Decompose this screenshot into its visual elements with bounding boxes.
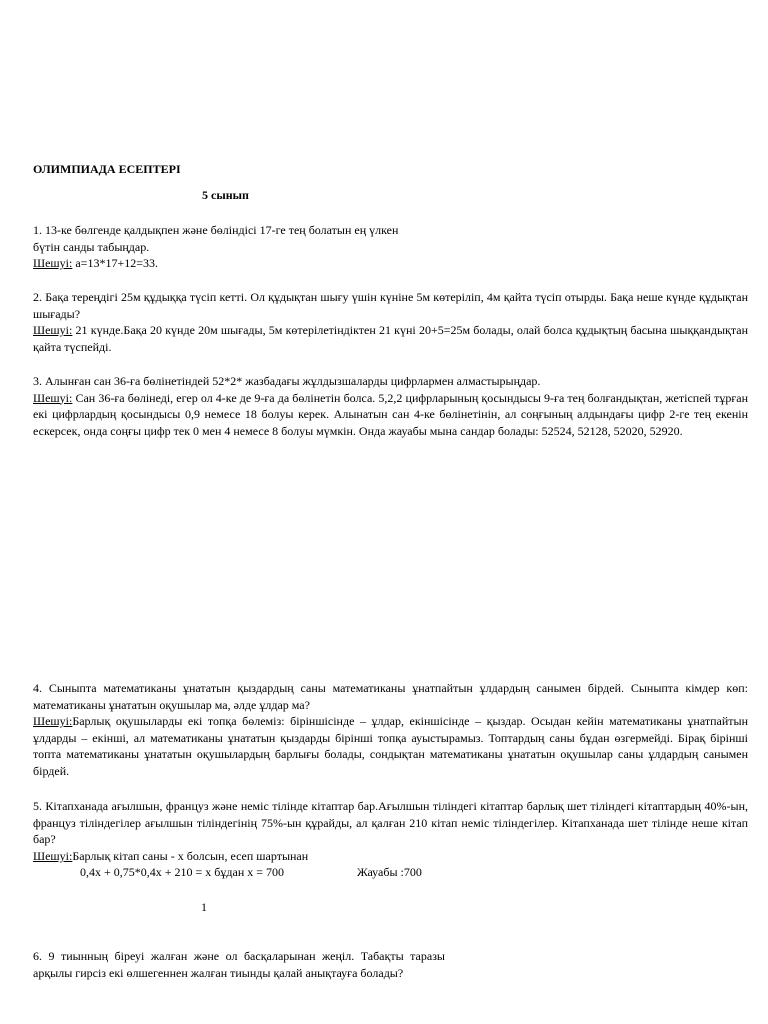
problem-5-solution <box>33 848 748 865</box>
solution-label: Шешуі: <box>33 323 73 338</box>
problem-5-answer: Жауабы :700 <box>357 865 422 880</box>
problem-1-solution-text: а=13*17+12=33. <box>72 256 158 271</box>
document-title: ОЛИМПИАДА ЕСЕПТЕРІ <box>33 162 181 176</box>
problem-2-solution <box>33 322 748 355</box>
problem-3-solution <box>33 390 748 440</box>
problem-1-question-line-1: 1. 13-ке бөлгенде қалдықпен және бөліндісі 17-ге тең болатын ең үлкен <box>33 223 399 237</box>
problem-5-solution-text: Барлық кітап саны - х болсын, есеп шартынан <box>72 848 309 863</box>
problem-4-solution-text: Барлық оқушыларды екі топқа бөлеміз: біріншісінде – ұлдар, екіншісінде – қыздар. Осыдан кейін математиканы ұнатпайтын ұлдарды – екінші, ал математиканы ұнататын қыздарды бірінші топқа ауыстырамыз. Топтардың саны бұдан өзгермейді. Бірақ бірінші топта математиканы ұнататын оқушылардың барлығы болады, сондықтан математиканы ұнататын оқушылар саны ұлдардың санымен бірдей. <box>33 714 748 778</box>
problem-5-equation-line <box>33 864 748 881</box>
problem-6-question: 6. 9 тиынның біреуі жалған және ол басқаларынан жеңіл. Табақты таразы арқылы гирсіз екі өлшегеннен жалған тиынды қалай анықтауға болады? <box>33 949 445 980</box>
problem-6 <box>33 948 445 981</box>
solution-label: Шешуі: <box>33 390 73 405</box>
problem-5-question: 5. Кітапханада ағылшын, француз және неміс тілінде кітаптар бар.Ағылшын тіліндегі кітаптар барлық шет тіліндегі кітаптардың 40%-ын, француз тіліндегілер ағылшын тіліндегінің 75%-ын құрайды, ал қалған 210 кітап неміс тіліндегілер. Кітапханада шет тілінде неше кітап бар? <box>33 799 748 847</box>
problem-4-solution <box>33 713 748 779</box>
problem-2-solution-text: 21 күнде.Бақа 20 күнде 20м шығады, 5м көтерілетіндіктен 21 күні 20+5=25м болады, олай болса құдықтың басына шыққандықтан қайта түспейді. <box>33 323 748 354</box>
document-subtitle: 5 сынып <box>202 188 249 202</box>
problem-1-question-line-2: бүтін санды табыңдар. <box>33 239 150 254</box>
problem-2-question: 2. Бақа тереңдігі 25м құдыққа түсіп кетті. Ол құдықтан шығу үшін күніне 5м көтеріліп, 4м қайта түсіп отырды. Бақа неше күнде құдықтан шығады? <box>33 290 748 321</box>
problem-1-solution <box>33 255 433 272</box>
problem-4-question: 4. Сыныпта математиканы ұнататын қыздардың саны математиканы ұнатпайтын ұлдардың санымен бірдей. Сыныпта кімдер көп: математиканы ұнататын оқушылар ма, әлде ұлдар ма? <box>33 681 748 712</box>
problem-4 <box>33 680 748 780</box>
page-number: 1 <box>201 900 207 914</box>
solution-label: Шешуі: <box>33 848 73 863</box>
problem-5 <box>33 798 748 881</box>
solution-label: Шешуі: <box>33 714 73 729</box>
problem-3-solution-text: Сан 36-ға бөлінеді, егер ол 4-ке де 9-ға да бөлінетін болса. 5,2,2 цифрларының қосындысы 9-ға тең болғандықтан, жетіспей тұрған екі цифрлардың қосындысы 0,9 немесе 18 болуы керек. Алынатын сан 4-ке бөлінетінін, ал соңғының алдындағы цифр 2-ге тең екенін ескерсек, онда соңғы цифр тек 0 мен 4 немесе 8 болуы мүмкін. Онда жауабы мына сандар болады: 52524, 52128, 52020, 52920. <box>33 390 748 438</box>
problem-5-equation: 0,4х + 0,75*0,4х + 210 = х бұдан х = 700 <box>80 865 285 880</box>
problem-3-question: 3. Алынған сан 36-ға бөлінетіндей 52*2* жазбадағы жұлдызшаларды цифрлармен алмастырыңдар. <box>33 374 541 388</box>
problem-1 <box>33 222 433 272</box>
solution-label: Шешуі: <box>33 256 73 271</box>
problem-2 <box>33 289 748 355</box>
problem-3 <box>33 373 748 439</box>
